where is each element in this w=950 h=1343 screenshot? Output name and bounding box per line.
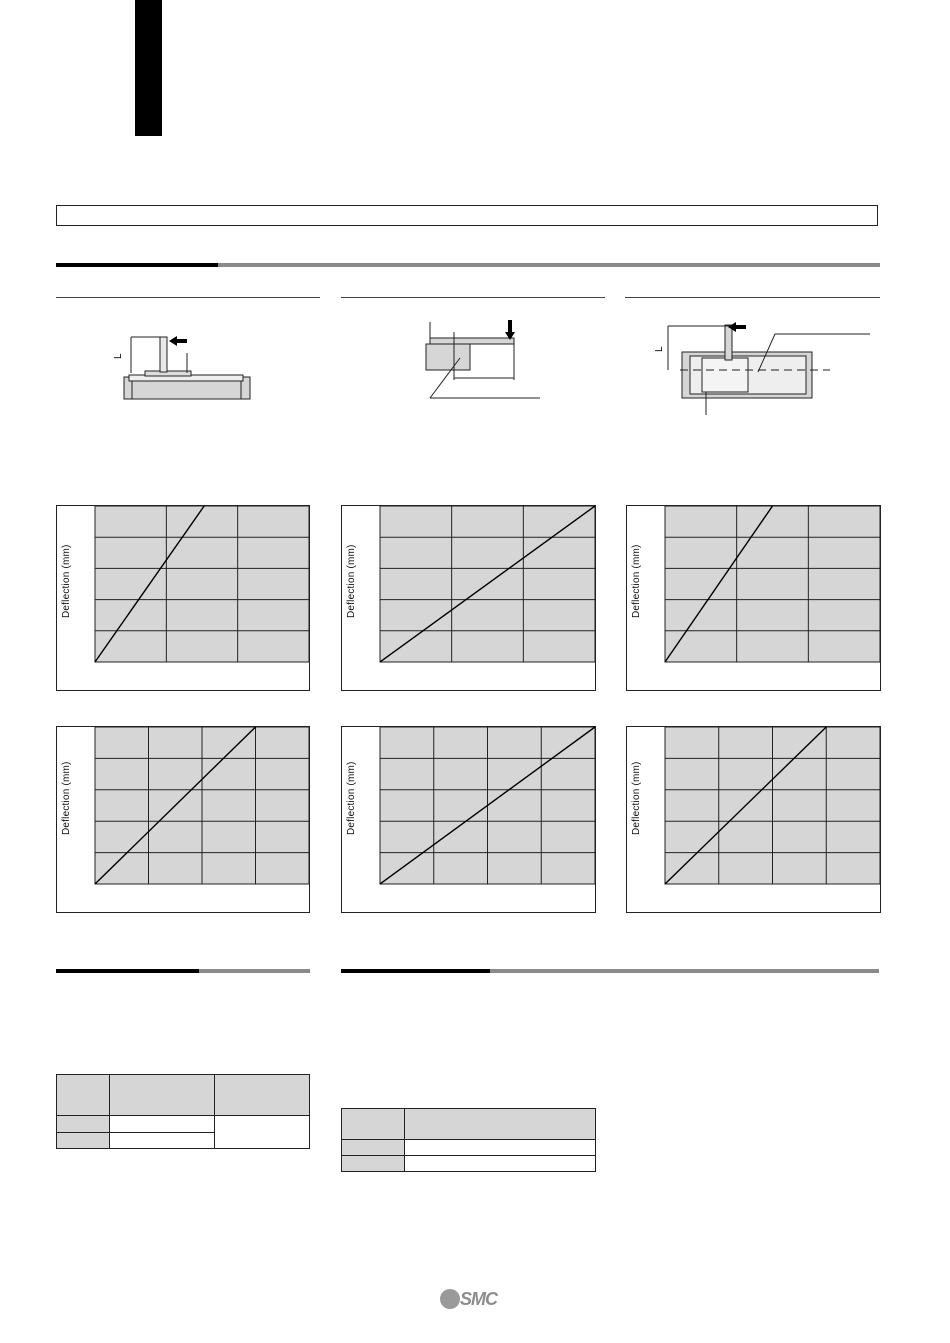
table-cell bbox=[110, 1133, 215, 1149]
title-box bbox=[56, 205, 878, 226]
deflection-diagram-2 bbox=[410, 318, 550, 408]
table-cell bbox=[405, 1140, 596, 1156]
deflection-graph bbox=[56, 726, 310, 913]
graph-plot bbox=[342, 506, 595, 690]
spec-table-1 bbox=[56, 1074, 310, 1149]
smc-logo bbox=[440, 1288, 504, 1310]
y-axis-label: Deflection (mm) bbox=[61, 544, 72, 618]
graph-plot bbox=[342, 727, 595, 912]
section-rule bbox=[56, 263, 880, 267]
table-header-cell bbox=[215, 1075, 310, 1116]
spec-table-2 bbox=[341, 1108, 596, 1172]
graph-plot bbox=[627, 727, 880, 912]
graph-plot bbox=[627, 506, 880, 690]
plot-area bbox=[665, 506, 880, 662]
table-cell bbox=[57, 1116, 110, 1133]
table-cell bbox=[342, 1156, 405, 1172]
section-rule bbox=[56, 969, 310, 973]
graph-plot bbox=[57, 727, 309, 912]
deflection-graph bbox=[56, 505, 310, 691]
deflection-graph bbox=[341, 505, 596, 691]
table-header-cell bbox=[405, 1109, 596, 1140]
table-header-cell bbox=[57, 1075, 110, 1116]
column-rule-2 bbox=[341, 297, 605, 298]
y-axis-label: Deflection (mm) bbox=[631, 544, 642, 618]
y-axis-label: Deflection (mm) bbox=[346, 761, 357, 835]
deflection-graph bbox=[626, 505, 881, 691]
section-rule bbox=[341, 969, 879, 973]
table-header-cell bbox=[342, 1109, 405, 1140]
column-rule-3 bbox=[625, 297, 880, 298]
table-cell bbox=[110, 1116, 215, 1133]
graph-plot bbox=[57, 506, 309, 690]
y-axis-label: Deflection (mm) bbox=[631, 761, 642, 835]
plot-area bbox=[95, 506, 309, 662]
table-cell bbox=[215, 1116, 310, 1149]
logo-mark-icon bbox=[440, 1289, 460, 1309]
y-axis-label: Deflection (mm) bbox=[346, 544, 357, 618]
column-rule-1 bbox=[56, 297, 320, 298]
table-header-cell bbox=[110, 1075, 215, 1116]
dim-label-L: L bbox=[113, 353, 124, 359]
y-axis-label: Deflection (mm) bbox=[61, 761, 72, 835]
table-cell bbox=[57, 1133, 110, 1149]
logo-text: SMC bbox=[460, 1289, 497, 1309]
deflection-graph bbox=[341, 726, 596, 913]
deflection-diagram-3 bbox=[650, 320, 875, 420]
deflection-graph bbox=[626, 726, 881, 913]
deflection-diagram-1 bbox=[115, 325, 265, 410]
table-cell bbox=[405, 1156, 596, 1172]
dim-label-L: L bbox=[654, 346, 665, 352]
table-cell bbox=[342, 1140, 405, 1156]
chapter-tab bbox=[135, 0, 162, 136]
